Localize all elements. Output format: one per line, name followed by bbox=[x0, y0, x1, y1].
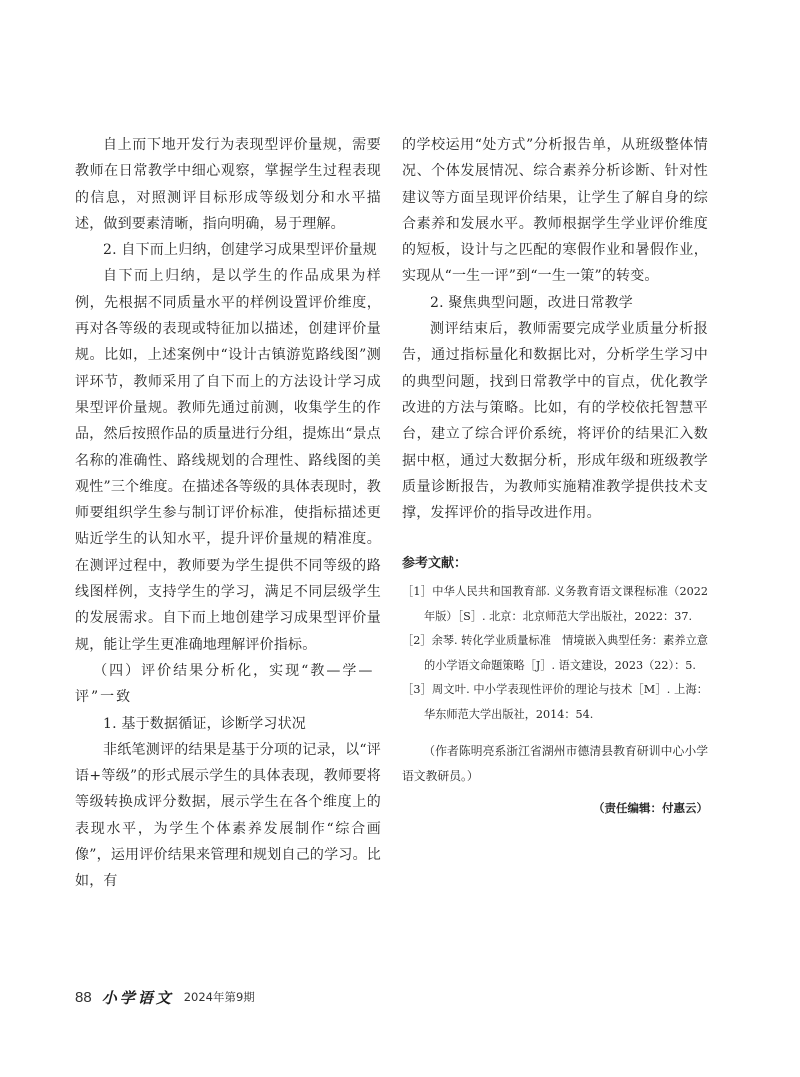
issue-label: 2024年第9期 bbox=[183, 990, 255, 1004]
subsection-heading: 1. 基于数据循证，诊断学习状况 bbox=[103, 715, 307, 732]
reference-item: ［3］周文叶. 中小学表现性评价的理论与技术［M］. 上海：华东师范大学出版社，2014：54. bbox=[402, 683, 708, 721]
paragraph: 测评结束后，教师需要完成学业质量分析报告，通过指标量化和数据比对，分析学生学习中的典型问题，找到日常教学中的盲点，优化教学改进的方法与策略。比如，有的学校依托智慧平台，建立了综合评价系统，将评价的结果汇入数据中枢，通过大数据分析，形成年级和班级教学质量诊断报告，为教师实施精准教学提供技术支撑，发挥评价的指导改进作用。 bbox=[402, 321, 708, 522]
page-footer bbox=[75, 985, 255, 1009]
editor-credit: （责任编辑：付惠云） bbox=[593, 801, 708, 816]
paragraph-continuation: 的学校运用“处方式”分析报告单，从班级整体情况、个体发展情况、综合素养分析诊断、针对性建议等方面呈现评价结果，让学生了解自身的综合素养和发展水平。教师根据学生学业评价维度的短板，设计与之匹配的寒假作业和暑假作业，实现从“一生一评”到“一生一策”的转变。 bbox=[402, 137, 708, 285]
paragraph: 非纸笔测评的结果是基于分项的记录，以“评语+等级”的形式展示学生的具体表现，教师要将等级转换成评分数据，展示学生在各个维度上的表现水平，为学生个体素养发展制作“综合画像”，运用评价结果来管理和规划自己的学习。比如，有 bbox=[75, 741, 381, 890]
references-section bbox=[402, 554, 708, 727]
author-note: （作者陈明亮系浙江省湖州市德清县教育研训中心小学语文教研员。） bbox=[402, 744, 708, 784]
paragraph: 自下而上归纳，是以学生的作品成果为样例，先根据不同质量水平的样例设置评价维度，再对各等级的表现或特征加以描述，创建评价量规。比如，上述案例中“设计古镇游览路线图”测评环节，教师采用了自下而上的方法设计学习成果型评价量规。教师先通过前测，收集学生的作品，然后按照作品的质量进行分组，提炼出“景点名称的准确性、路线规划的合理性、路线图的美观性”三个维度。在描述各等级的具体表现时，教师要组织学生参与制订评价标准，使指标描述更贴近学生的认知水平，提升评价量规的精准度。在测评过程中，教师要为学生提供不同等级的路线图样例，支持学生的学习，满足不同层级学生的发展需求。自下而上地创建学习成果型评价量规，能让学生更准确地理解评价指标。 bbox=[75, 268, 381, 653]
journal-logo: 小学语文 bbox=[101, 988, 174, 1007]
page-number: 88 bbox=[75, 988, 92, 1006]
left-column bbox=[75, 132, 381, 895]
reference-item: ［1］中华人民共和国教育部. 义务教育语文课程标准（2022年版）［S］. 北京：北京师范大学出版社，2022：37. bbox=[402, 585, 708, 623]
section-heading: （四）评价结果分析化，实现“教—学—评”一致 bbox=[75, 662, 375, 706]
subsection-heading: 2. 自下而上归纳，创建学习成果型评价量规 bbox=[103, 242, 378, 259]
subsection-heading: 2. 聚焦典型问题，改进日常教学 bbox=[430, 294, 634, 311]
references-title: 参考文献： bbox=[402, 556, 468, 572]
right-column bbox=[402, 132, 708, 818]
reference-item: ［2］余琴. 转化学业质量标准 情境嵌入典型任务：素养立意的小学语文命题策略［J］. 语文建设，2023（22）：5. bbox=[402, 634, 708, 672]
paragraph: 自上而下地开发行为表现型评价量规，需要教师在日常教学中细心观察，掌握学生过程表现的信息，对照测评目标形成等级划分和水平描述，做到要素清晰，指向明确，易于理解。 bbox=[75, 137, 381, 232]
